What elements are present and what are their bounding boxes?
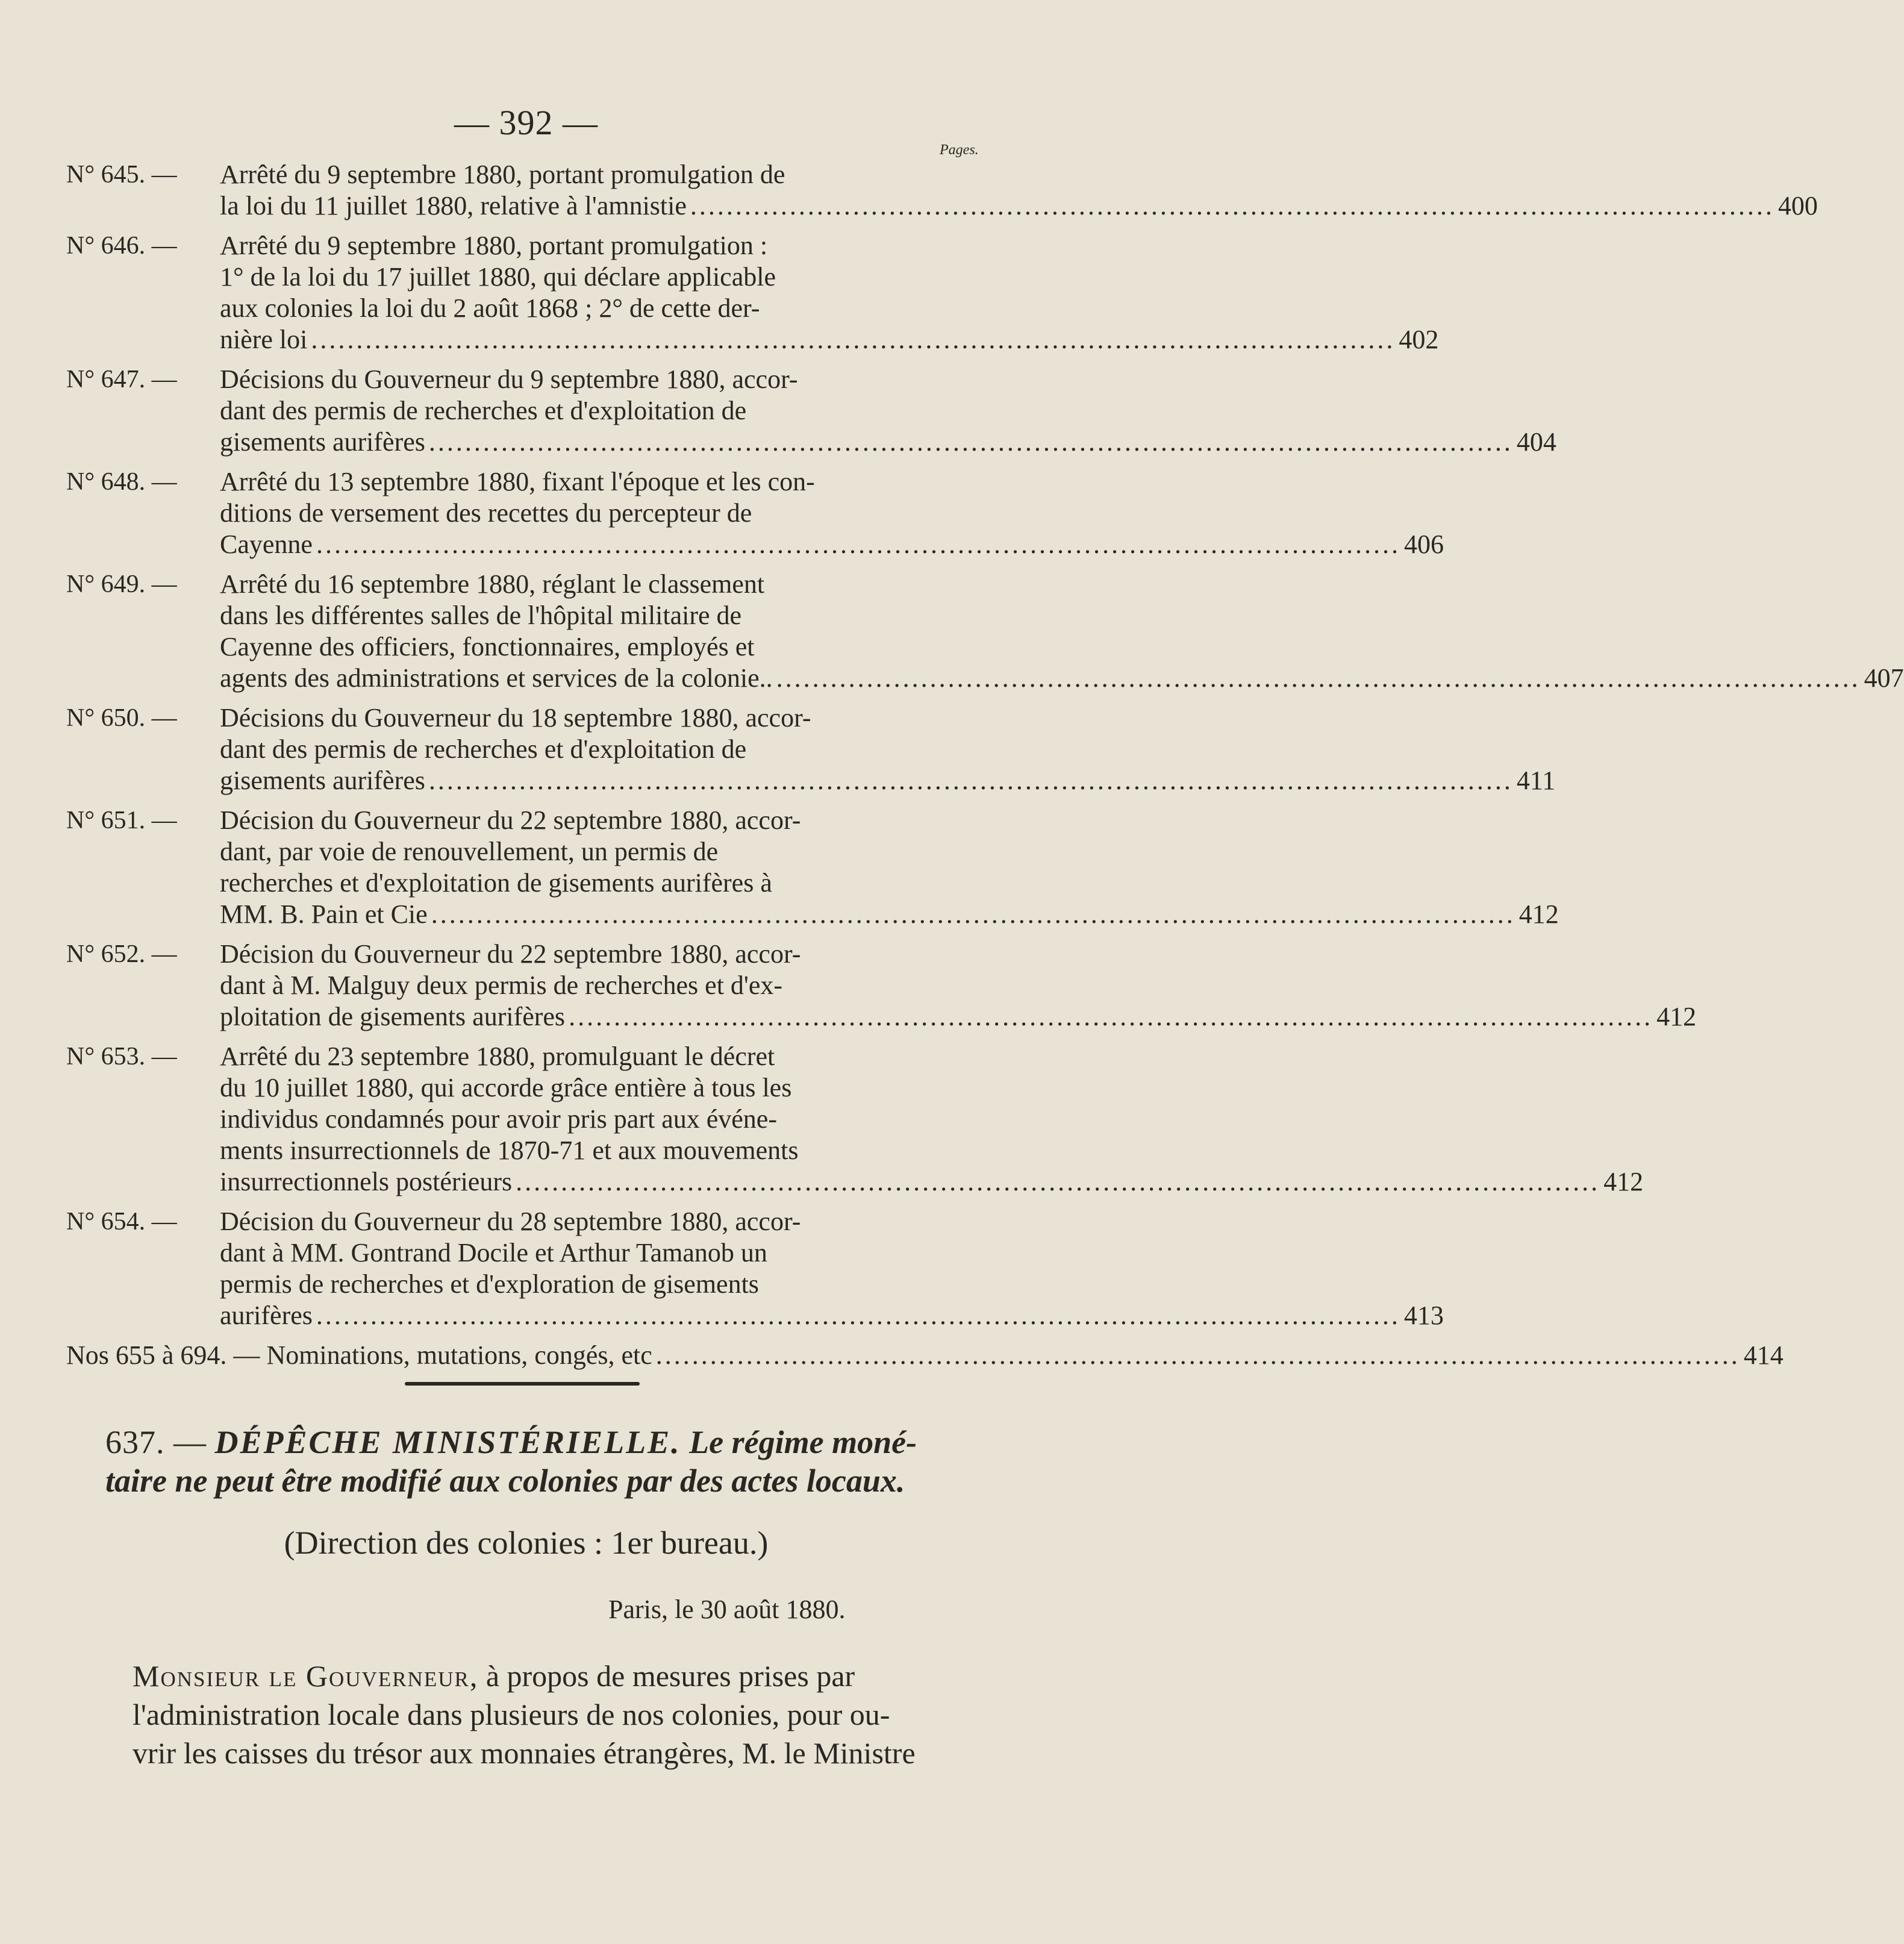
toc-entry-line: dant des permis de recherches et d'exploitation de (220, 734, 747, 764)
toc-entry-number: N° 654. — (66, 1208, 177, 1236)
dot-leader: ........................................................................................................................ (690, 191, 1774, 220)
toc-entry-number: N° 647. — (66, 366, 177, 393)
toc-page-number: 414 (1743, 1340, 1784, 1370)
toc-entry-text (220, 1206, 1444, 1331)
salutation: Monsieur le Gouverneur, (133, 1659, 479, 1693)
toc-entry-line: Décisions du Gouverneur du 18 septembre 1880, accor- (220, 703, 811, 733)
toc-entry-text (220, 364, 1556, 458)
body-line-1 (133, 1657, 976, 1695)
pages-column-label: Pages. (940, 142, 979, 158)
toc-entry-line: du 10 juillet 1880, qui accorde grâce entière à tous les (220, 1073, 792, 1102)
toc-entry-last-text: agents des administrations et services de la colonie.. (220, 663, 773, 693)
toc-entry-number: N° 645. — (66, 161, 177, 189)
dispatch-subtitle-1: Le régime moné- (689, 1424, 917, 1460)
body-line-2: l'administration locale dans plusieurs de nos colonies, pour ou- (133, 1698, 890, 1731)
toc-entry-line: Décisions du Gouverneur du 9 septembre 1880, accor- (220, 364, 798, 394)
toc-entry-line: Arrêté du 23 septembre 1880, promulguant le décret (220, 1042, 775, 1071)
toc-entry-number: N° 648. — (66, 468, 177, 496)
toc-entry-last-text: ploitation de gisements aurifères (220, 1002, 566, 1031)
toc-entry-text (220, 466, 1444, 560)
toc-page-number: 402 (1399, 325, 1439, 354)
toc-entry (66, 1041, 1644, 1198)
toc-page-number: 411 (1516, 766, 1556, 795)
toc-entry-number: N° 650. — (66, 704, 177, 732)
toc-entry-last-text: la loi du 11 juillet 1880, relative à l'amnistie (220, 191, 687, 220)
toc-entry-last-text: aurifères (220, 1301, 313, 1330)
toc-entry (66, 805, 1559, 930)
toc-entry-last-line (220, 1300, 1444, 1331)
toc-entry (66, 702, 1556, 796)
toc-entry-line: 1° de la loi du 17 juillet 1880, qui déclare applicable (220, 262, 776, 292)
toc-entry-number: N° 651. — (66, 807, 177, 834)
toc-entry-line: permis de recherches et d'exploration de gisements (220, 1269, 759, 1299)
toc-entry-line: recherches et d'exploitation de gisements aurifères à (220, 868, 772, 898)
toc-entry-last-line (220, 190, 1818, 222)
toc-page-number: 413 (1403, 1301, 1444, 1330)
dot-leader: ........................................................................................................................ (428, 427, 1513, 457)
body-line-1-rest: à propos de mesures prises par (485, 1659, 855, 1693)
toc-entry-line: individus condamnés pour avoir pris part aux événe- (220, 1104, 777, 1134)
dot-leader: ........................................................................................................................ (655, 1340, 1740, 1370)
toc-entry-last-line (220, 663, 1904, 694)
toc-entry-line: Décision du Gouverneur du 28 septembre 1880, accor- (220, 1207, 801, 1236)
toc-entry-last-line (220, 1001, 1697, 1033)
dispatch-heading: DÉPÊCHE MINISTÉRIELLE. (214, 1424, 681, 1460)
toc-entry-last-line (220, 529, 1444, 560)
toc-entry-last-line (220, 324, 1439, 355)
toc-page-number: 407 (1864, 663, 1904, 693)
body-line-3: vrir les caisses du trésor aux monnaies étrangères, M. le Ministre (133, 1736, 916, 1770)
toc-entry-last-line (220, 427, 1556, 458)
dispatch-number: 637. — (105, 1424, 207, 1460)
dispatch-subtitle-2: taire ne peut être modifié aux colonies par des actes locaux. (105, 1463, 905, 1499)
toc-entry-last-line (220, 765, 1556, 796)
direction-line: (Direction des colonies : 1er bureau.) (284, 1525, 769, 1561)
toc-entry-line: Arrêté du 9 septembre 1880, portant promulgation de (220, 160, 785, 189)
toc-entry-last-text: MM. B. Pain et Cie (220, 899, 428, 929)
toc-entry-line: Décision du Gouverneur du 22 septembre 1880, accor- (220, 939, 801, 969)
toc-entry (66, 466, 1444, 560)
toc-entry-line: ments insurrectionnels de 1870-71 et aux mouvements (220, 1136, 799, 1165)
page-number: — 392 — (454, 103, 598, 142)
dot-leader: ........................................................................................................................ (569, 1002, 1653, 1031)
dateline: Paris, le 30 août 1880. (608, 1595, 846, 1624)
toc-entry-number: N° 652. — (66, 940, 177, 968)
toc-page-number: 404 (1516, 427, 1556, 457)
dispatch-body (133, 1657, 976, 1772)
toc-entry-number: N° 653. — (66, 1043, 177, 1070)
toc-entry-last-text: insurrectionnels postérieurs (220, 1167, 513, 1196)
toc-entry-line: Arrêté du 9 septembre 1880, portant promulgation : (220, 231, 768, 260)
toc-entry-line: Décision du Gouverneur du 22 septembre 1880, accor- (220, 805, 801, 835)
toc-entry-line: dant, par voie de renouvellement, un permis de (220, 837, 719, 866)
toc-entry-line: ditions de versement des recettes du percepteur de (220, 498, 752, 528)
toc-entry (66, 939, 1697, 1033)
toc-entry (66, 569, 1904, 694)
toc-entry-text (220, 805, 1559, 930)
toc-entry-last-line (220, 899, 1559, 930)
toc-entry-text (220, 1041, 1644, 1198)
dot-leader: ........................................................................................................................ (316, 530, 1400, 559)
toc-entry-number: N° 646. — (66, 232, 177, 260)
toc-entry-line: aux colonies la loi du 2 août 1868 ; 2° de cette der- (220, 293, 760, 323)
toc-entry-line: dant à MM. Gontrand Docile et Arthur Tamanob un (220, 1238, 767, 1267)
table-of-contents (66, 159, 1904, 1380)
toc-entry-text (220, 159, 1818, 222)
toc-entry-line: dant à M. Malguy deux permis de recherches et d'ex- (220, 970, 783, 1000)
toc-page-number: 412 (1656, 1002, 1697, 1031)
toc-entry (66, 159, 1818, 222)
toc-final-line (66, 1340, 1784, 1371)
toc-entry-line: dant des permis de recherches et d'exploitation de (220, 396, 747, 425)
toc-entry-last-text: gisements aurifères (220, 427, 425, 457)
toc-entry-line: Arrêté du 16 septembre 1880, réglant le classement (220, 569, 765, 599)
toc-entry-number: N° 649. — (66, 570, 177, 598)
toc-page-number: 412 (1603, 1167, 1644, 1196)
toc-entry (66, 230, 1439, 355)
toc-entry-last-line (220, 1166, 1644, 1198)
section-divider (405, 1382, 640, 1386)
toc-page-number: 412 (1519, 899, 1559, 929)
toc-final-text: Nos 655 à 694. — Nominations, mutations, congés, etc (66, 1340, 652, 1370)
toc-entry (66, 364, 1556, 458)
dot-leader: ........................................................................................................................ (516, 1167, 1600, 1196)
toc-entry (66, 1206, 1444, 1331)
toc-entry-final (66, 1340, 1784, 1371)
dot-leader: ........................................................................................................................ (431, 899, 1515, 929)
dot-leader: ........................................................................................................................ (316, 1301, 1400, 1330)
dot-leader: ........................................................................................................................ (776, 663, 1861, 693)
toc-entry-last-text: gisements aurifères (220, 766, 425, 795)
toc-entry-text (220, 939, 1697, 1033)
dot-leader: ........................................................................................................................ (428, 766, 1513, 795)
toc-entry-text (220, 230, 1439, 355)
toc-page-number: 406 (1403, 530, 1444, 559)
toc-entry-last-text: Cayenne (220, 530, 313, 559)
toc-entry-text (220, 702, 1556, 796)
toc-entry-line: dans les différentes salles de l'hôpital militaire de (220, 601, 742, 630)
toc-entry-line: Cayenne des officiers, fonctionnaires, employés et (220, 632, 755, 661)
toc-entry-line: Arrêté du 13 septembre 1880, fixant l'époque et les con- (220, 467, 815, 496)
dispatch-title (105, 1423, 961, 1500)
toc-entry-last-text: nière loi (220, 325, 308, 354)
dot-leader: ........................................................................................................................ (311, 325, 1396, 354)
toc-page-number: 400 (1778, 191, 1818, 220)
toc-entry-text (220, 569, 1904, 694)
